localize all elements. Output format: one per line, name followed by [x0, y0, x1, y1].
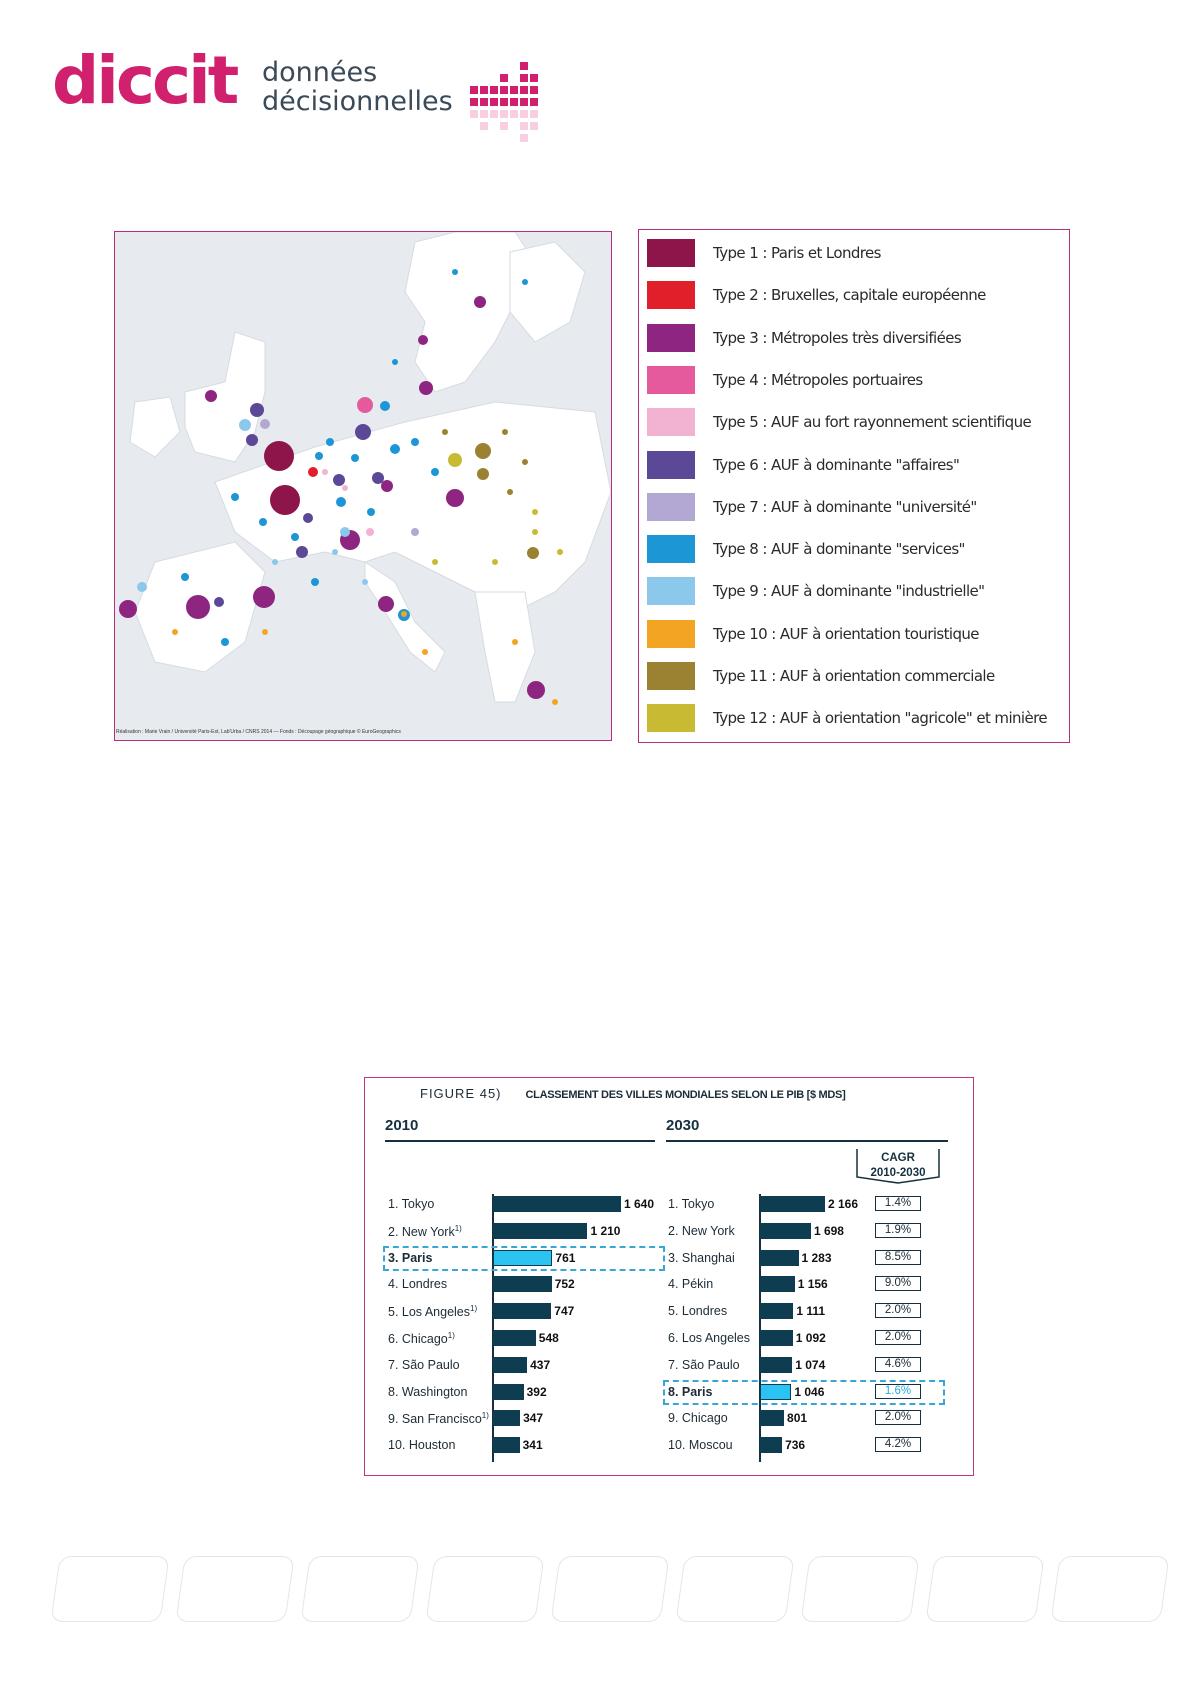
legend-label: Type 10 : AUF à orientation touristique — [713, 624, 979, 643]
legend-item — [647, 407, 1031, 437]
bar-2010 — [493, 1357, 527, 1373]
cagr-header-line1: CAGR — [881, 1152, 915, 1164]
legend-item — [647, 661, 995, 691]
value-label-2030: 2 166 — [828, 1197, 859, 1211]
logo-tagline — [262, 58, 453, 116]
bar-2010 — [493, 1276, 552, 1292]
legend-swatch — [647, 324, 695, 352]
legend-item — [647, 280, 986, 310]
map-legend — [638, 229, 1070, 743]
footnote-mark: 1) — [447, 1331, 455, 1340]
legend-swatch — [647, 535, 695, 563]
cagr-value: 2.0% — [875, 1303, 921, 1318]
highlight-box-2010 — [383, 1246, 665, 1271]
bar-2030 — [760, 1276, 795, 1292]
legend-label: Type 1 : Paris et Londres — [713, 244, 881, 262]
legend-label: Type 6 : AUF à dominante "affaires" — [713, 455, 960, 474]
bar-2010 — [493, 1330, 536, 1346]
cagr-header — [856, 1151, 940, 1181]
legend-swatch — [647, 366, 695, 394]
footer-tile — [175, 1556, 294, 1622]
footer-tile — [675, 1556, 794, 1622]
value-label-2010: 341 — [522, 1438, 543, 1453]
year-2030-heading: 2030 — [666, 1117, 700, 1134]
city-label-2010: 3. Paris — [388, 1250, 433, 1265]
legend-item — [647, 365, 923, 395]
value-label-2010: 437 — [530, 1357, 551, 1372]
legend-swatch — [647, 577, 695, 605]
city-label-2030: 10. Moscou — [668, 1438, 733, 1453]
cagr-value: 4.6% — [875, 1357, 921, 1372]
logo-wordmark: diccit — [52, 42, 237, 119]
legend-swatch — [647, 281, 695, 309]
city-label-2030: 5. Londres — [668, 1304, 728, 1319]
legend-item — [647, 238, 881, 268]
figure-title — [420, 1086, 845, 1101]
bar-2010 — [493, 1410, 520, 1426]
city-label-2030: 9. Chicago — [668, 1411, 728, 1426]
value-label-2030: 1 111 — [796, 1304, 826, 1319]
city-label-2010: 6. Chicago$^{1)}$ — [388, 1331, 455, 1347]
bar-2010 — [493, 1437, 520, 1453]
legend-swatch — [647, 620, 695, 648]
city-label-2030: 3. Shanghai — [668, 1250, 735, 1265]
figure-number: FIGURE 45) — [420, 1086, 502, 1101]
legend-item — [647, 492, 977, 522]
city-label-2010: 4. Londres — [388, 1277, 448, 1292]
bar-2010 — [493, 1196, 621, 1212]
value-label-2010: 548 — [538, 1331, 559, 1345]
legend-item — [647, 619, 979, 649]
value-label-2030: 1 074 — [795, 1357, 826, 1372]
legend-label: Type 3 : Métropoles très diversifiées — [713, 328, 962, 347]
legend-swatch — [647, 408, 695, 436]
legend-label: Type 11 : AUF à orientation commerciale — [713, 667, 995, 685]
legend-item — [647, 703, 1047, 733]
legend-swatch — [647, 451, 695, 479]
logo-tagline-line2: décisionnelles — [262, 86, 453, 117]
legend-item — [647, 576, 984, 606]
footer-tile — [300, 1556, 419, 1622]
value-label-2010: 1 640 — [624, 1197, 655, 1211]
bar-2030 — [760, 1330, 793, 1346]
bar-2030 — [760, 1437, 782, 1453]
cagr-value: 1.4% — [875, 1196, 921, 1211]
legend-item — [647, 450, 959, 480]
legend-label: Type 8 : AUF à dominante "services" — [713, 540, 965, 559]
value-label-2030: 1 283 — [801, 1250, 832, 1265]
cagr-value: 2.0% — [875, 1410, 921, 1425]
bar-2010 — [493, 1223, 587, 1239]
value-label-2010: 1 210 — [590, 1223, 621, 1238]
city-label-2030: 7. São Paulo — [668, 1357, 740, 1372]
year-2030-rule — [666, 1140, 948, 1142]
cagr-header-line2: 2010-2030 — [870, 1167, 926, 1179]
footer-tile — [1050, 1556, 1169, 1622]
cagr-value: 1.6% — [875, 1384, 921, 1399]
city-label-2010: 10. Houston — [388, 1438, 456, 1453]
bar-2030 — [760, 1410, 784, 1426]
europe-map — [114, 231, 612, 741]
legend-label: Type 5 : AUF au fort rayonnement scientifique — [713, 413, 1032, 432]
city-label-2010: 1. Tokyo — [388, 1197, 435, 1211]
bar-2030 — [760, 1223, 811, 1239]
bar-2010 — [493, 1303, 551, 1319]
cagr-value: 1.9% — [875, 1223, 921, 1238]
city-label-2010: 9. San Francisco$^{1)}$ — [388, 1411, 489, 1427]
gdp-ranking-figure — [364, 1077, 974, 1476]
value-label-2030: 1 092 — [795, 1331, 826, 1345]
logo-tagline-line1: données — [262, 57, 378, 88]
value-label-2030: 801 — [787, 1411, 808, 1426]
legend-item — [647, 323, 961, 353]
legend-label: Type 12 : AUF à orientation "agricole" et minière — [713, 709, 1047, 728]
value-label-2030: 736 — [785, 1438, 806, 1453]
legend-swatch — [647, 239, 695, 267]
cagr-value: 2.0% — [875, 1330, 921, 1345]
value-label-2010: 752 — [554, 1277, 575, 1292]
legend-item — [647, 534, 965, 564]
footnote-mark: 1) — [470, 1304, 478, 1314]
bar-2030 — [760, 1303, 793, 1319]
value-label-2030: 1 698 — [813, 1223, 844, 1238]
legend-swatch — [647, 662, 695, 690]
value-label-2010: 747 — [554, 1304, 575, 1319]
city-label-2010: 2. New York$^{1)}$ — [388, 1223, 462, 1239]
city-label-2030: 8. Paris — [668, 1384, 713, 1399]
city-label-2030: 6. Los Angeles — [668, 1331, 751, 1345]
value-label-2010: 347 — [523, 1411, 544, 1426]
footer-tile — [800, 1556, 919, 1622]
legend-label: Type 9 : AUF à dominante "industrielle" — [713, 582, 985, 601]
value-label-2030: 1 156 — [797, 1277, 828, 1292]
cagr-value: 4.2% — [875, 1437, 921, 1452]
city-label-2030: 2. New York — [668, 1223, 735, 1238]
city-label-2010: 5. Los Angeles$^{1)}$ — [388, 1304, 478, 1320]
footnote-mark: 1) — [454, 1223, 462, 1233]
figure-caption: CLASSEMENT DES VILLES MONDIALES SELON LE PIB [$ MDS] — [525, 1089, 846, 1101]
footer-tile — [550, 1556, 669, 1622]
highlight-box-2030 — [663, 1380, 945, 1405]
legend-swatch — [647, 704, 695, 732]
logo-bars-icon — [470, 62, 548, 154]
cagr-value: 9.0% — [875, 1276, 921, 1291]
legend-label: Type 4 : Métropoles portuaires — [713, 370, 923, 389]
bar-2010 — [493, 1384, 524, 1400]
city-label-2030: 1. Tokyo — [668, 1197, 715, 1211]
year-2010-heading: 2010 — [385, 1117, 419, 1134]
legend-label: Type 2 : Bruxelles, capitale européenne — [713, 286, 986, 305]
legend-swatch — [647, 493, 695, 521]
city-label-2010: 8. Washington — [388, 1384, 468, 1399]
value-label-2030: 1 046 — [794, 1384, 825, 1399]
city-label-2030: 4. Pékin — [668, 1277, 714, 1292]
cagr-value: 8.5% — [875, 1250, 921, 1265]
bar-2030 — [760, 1196, 825, 1212]
map-credit: Réalisation : Marie Vrain / Université Paris-Est, Lab'Urba / CNRS 2014 — Fonds : Découpage géographique © EuroGeographics — [116, 729, 401, 735]
city-label-2010: 7. São Paulo — [388, 1357, 460, 1372]
bar-2030 — [760, 1250, 799, 1266]
footer-tile — [50, 1556, 169, 1622]
footer-tile — [425, 1556, 544, 1622]
bar-2030 — [760, 1357, 792, 1373]
legend-label: Type 7 : AUF à dominante "université" — [713, 497, 977, 516]
value-label-2010: 392 — [526, 1384, 547, 1399]
year-2010-rule — [385, 1140, 655, 1142]
value-label-2010: 761 — [555, 1250, 576, 1265]
footnote-mark: 1) — [481, 1411, 489, 1421]
footer-tile — [925, 1556, 1044, 1622]
cagr-bracket-icon — [856, 1149, 940, 1185]
